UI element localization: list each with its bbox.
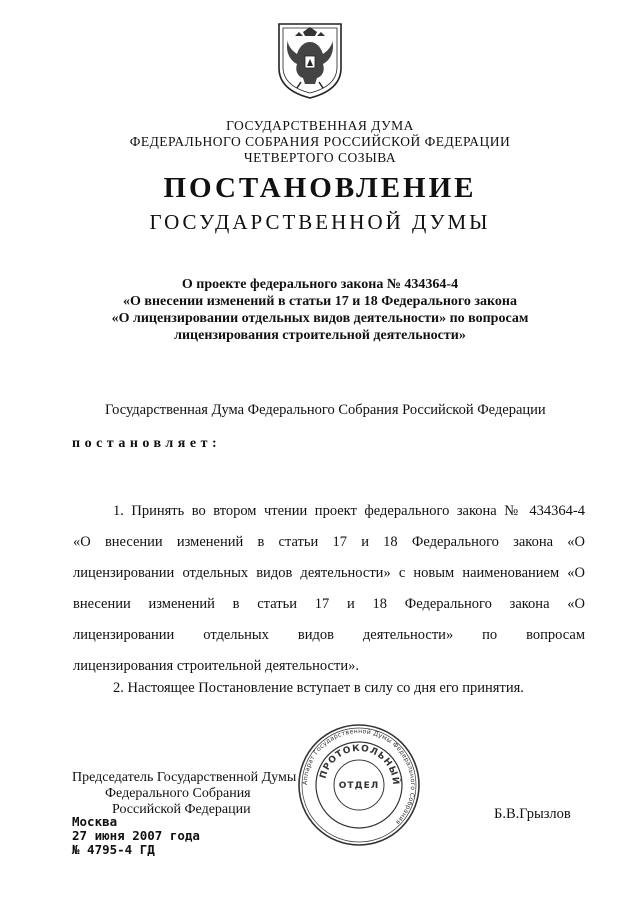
signer-name: Б.В.Грызлов xyxy=(494,806,571,822)
paragraph-1 xyxy=(73,496,585,682)
registration-city: Москва xyxy=(72,814,118,829)
paragraph-1-line: «О внесении изменений в статьи 17 и 18 Федерального закона «О xyxy=(73,534,585,550)
header-line-1: ГОСУДАРСТВЕННАЯ ДУМА xyxy=(226,118,414,133)
parliament-header xyxy=(0,118,640,166)
document-subtitle: ГОСУДАРСТВЕННОЙ ДУМЫ xyxy=(149,210,491,234)
paragraph-1-line: лицензировании отдельных видов деятельности» по вопросам xyxy=(73,627,585,643)
paragraph-1-line: лицензирования строительной деятельности». xyxy=(73,658,359,674)
registration-info xyxy=(72,815,200,857)
subject-line-3: «О лицензировании отдельных видов деятельности» по вопросам xyxy=(111,311,529,326)
stamp-middle-text: ПРОТОКОЛЬНЫЙ xyxy=(318,743,401,787)
registration-date: 27 июня 2007 года xyxy=(72,828,200,843)
chairman-title xyxy=(72,770,296,818)
stamp-outer-text: Аппарат Государственной Думы Федерального Собрания xyxy=(301,727,417,826)
document-subject xyxy=(0,276,640,344)
chairman-line-3: Российской Федерации xyxy=(112,802,251,817)
subject-line-2: «О внесении изменений в статьи 17 и 18 Федерального закона xyxy=(123,294,517,309)
header-line-3: ЧЕТВЕРТОГО СОЗЫВА xyxy=(243,150,397,165)
paragraph-1-line: 1. Принять во втором чтении проект федерального закона № 434364-4 xyxy=(113,503,585,519)
document-title: ПОСТАНОВЛЕНИЕ xyxy=(163,172,477,204)
svg-text:ПРОТОКОЛЬНЫЙ xyxy=(319,744,403,786)
paragraph-1-line: внесении изменений в статьи 17 и 18 Федерального закона «О xyxy=(73,596,585,612)
decree-word: постановляет: xyxy=(72,436,222,451)
stamp-center-text: ОТДЕЛ xyxy=(338,781,380,791)
paragraph-2: 2. Настоящее Постановление вступает в силу со дня его принятия. xyxy=(113,680,524,696)
chairman-line-2: Федерального Собрания xyxy=(105,786,251,801)
official-stamp xyxy=(296,722,422,848)
chairman-line-1: Председатель Государственной Думы xyxy=(72,770,297,785)
subject-line-4: лицензирования строительной деятельности» xyxy=(174,328,466,343)
registration-number: № 4795-4 ГД xyxy=(72,842,155,857)
header-line-2: ФЕДЕРАЛЬНОГО СОБРАНИЯ РОССИЙСКОЙ ФЕДЕРАЦИИ xyxy=(129,134,511,149)
coat-of-arms-emblem xyxy=(275,20,345,100)
intro-text: Государственная Дума Федерального Собрания Российской Федерации xyxy=(105,402,546,418)
subject-line-1: О проекте федерального закона № 434364-4 xyxy=(181,277,459,292)
paragraph-1-line: лицензировании отдельных видов деятельности» с новым наименованием «О xyxy=(73,565,585,581)
